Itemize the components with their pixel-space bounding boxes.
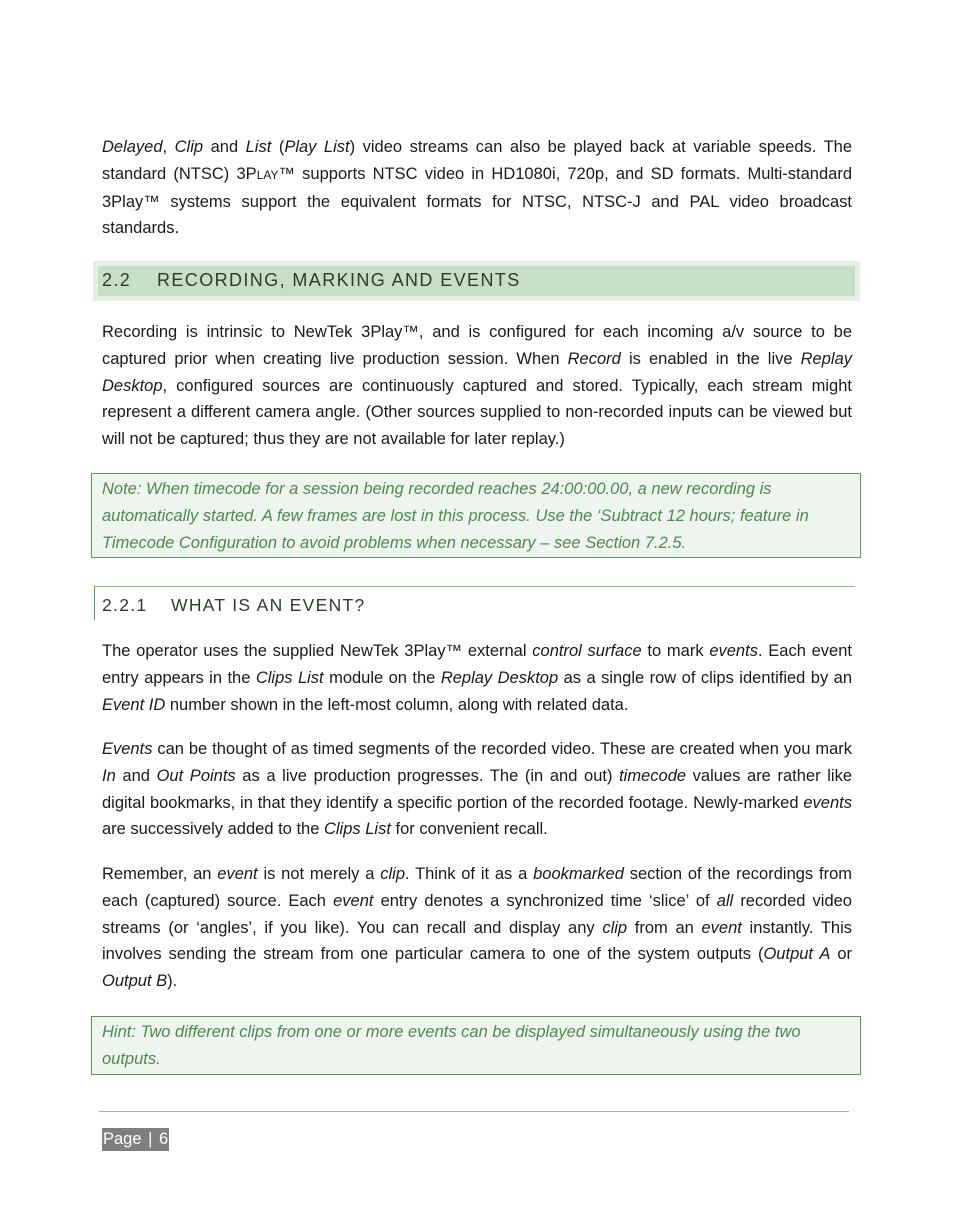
page-separator: |: [148, 1130, 153, 1148]
note-box: [91, 473, 861, 558]
hint-text: Hint: Two different clips from one or more events can be displayed simultaneously using the two outputs.: [102, 1023, 801, 1068]
section-heading: [102, 268, 521, 292]
footer-rule: [99, 1111, 849, 1112]
page-number: 6: [159, 1130, 169, 1148]
page-number-badge: [102, 1128, 169, 1151]
subsection-heading: [102, 593, 366, 617]
subsection-left-bar: [94, 586, 95, 620]
event-paragraph-3: Remember, an event is not merely a clip. Think of it as a bookmarked section of the recordings from each (captured) source. Each event entry denotes a synchronized time ‘slice’ of all recorded video streams (or ‘angles’, if you like). You can recall and display any clip from an event instantly. This involves sending the stream from one particular camera to one of the system outputs (Output A or Output B).: [102, 865, 853, 991]
section-number: 2.2: [102, 270, 132, 290]
page-label: Page: [103, 1130, 142, 1148]
subsection-title: WHAT IS AN EVENT?: [171, 595, 366, 615]
subsection-number: 2.2.1: [102, 595, 148, 615]
event-paragraph-1: The operator uses the supplied NewTek 3Play™ external control surface to mark events. Each event entry appears in the Clips List module on the Replay Desktop as a single row of clips identified by an Event ID number shown in the left-most column, along with related data.: [102, 642, 853, 714]
subsection-rule: [94, 586, 855, 587]
intro-paragraph: Delayed, Clip and List (Play List) video streams can also be played back at variable speeds. The standard (NTSC) 3PLAY™ supports NTSC video in HD1080i, 720p, and SD formats. Multi-standard 3Play™ systems support the equivalent formats for NTSC, NTSC-J and PAL video broadcast standards.: [102, 138, 853, 238]
section-title: RECORDING, MARKING AND EVENTS: [157, 270, 521, 290]
event-paragraph-2: Events can be thought of as timed segments of the recorded video. These are created when you mark In and Out Points as a live production progresses. The (in and out) timecode values are rather like digital bookmarks, in that they identify a specific portion of the recorded footage. Newly-marked events are successively added to the Clips List for convenient recall.: [102, 740, 852, 839]
note-text: Note: When timecode for a session being recorded reaches 24:00:00.00, a new recording is automatically started. A few frames are lost in this process. Use the ‘Subtract 12 hours; feature in Timecode Configuration to avoid problems when necessary – see Section 7.2.5.: [102, 480, 809, 552]
recording-paragraph: Recording is intrinsic to NewTek 3Play™, and is configured for each incoming a/v source to be captured prior when creating live production session. When Record is enabled in the live Replay Desktop, configured sources are continuously captured and stored. Typically, each stream might represent a different camera angle. (Other sources supplied to non-recorded inputs can be viewed but will not be captured; thus they are not available for later replay.): [102, 323, 853, 449]
hint-box: [91, 1016, 861, 1075]
